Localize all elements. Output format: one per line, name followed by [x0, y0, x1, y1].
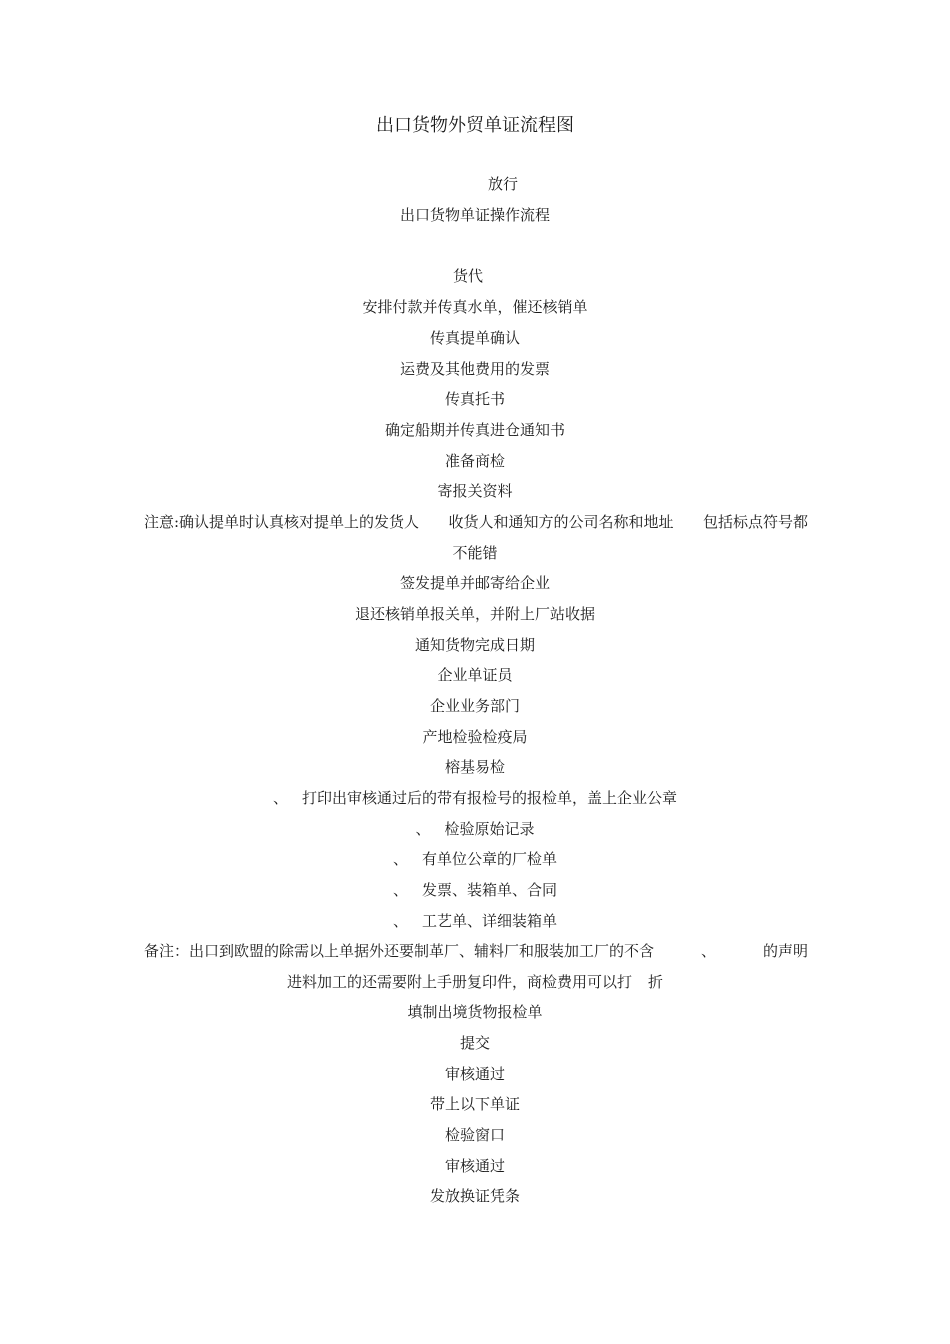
note-eu-export [144, 941, 808, 961]
step-booking: 传真托书 [444, 390, 505, 408]
list-item-mark: 、 [392, 881, 408, 899]
list-item [0, 911, 950, 931]
list-item [0, 849, 950, 869]
role-ciq-bureau: 产地检验检疫局 [422, 728, 528, 746]
note-confirm-bl-part-a: 注意:确认提单时认真核对提单上的发货人 [144, 513, 420, 531]
step-issue-voucher: 发放换证凭条 [429, 1187, 520, 1205]
list-item-text: 打印出审核通过后的带有报检号的报检单，盖上企业公章 [302, 789, 678, 807]
step-approved-1: 审核通过 [444, 1065, 505, 1083]
note-confirm-bl-part-c: 包括标点符号都 [702, 513, 808, 531]
note-eu-export-continued-b: 折 [648, 973, 664, 991]
step-sign-bl: 签发提单并邮寄给企业 [399, 574, 550, 592]
list-item [0, 788, 950, 808]
step-approved-2: 审核通过 [444, 1157, 505, 1175]
list-item-text: 有单位公章的厂检单 [422, 850, 558, 868]
note-eu-export-part-a: 备注：出口到欧盟的除需以上单据外还要制革厂、辅料厂和服装加工厂的不含 [144, 942, 655, 960]
note-confirm-bl [144, 512, 808, 532]
step-inspection-prep: 准备商检 [444, 452, 505, 470]
note-eu-export-continued-a: 进料加工的还需要附上手册复印件，商检费用可以打 [286, 973, 632, 991]
note-confirm-bl-part-b: 收货人和通知方的公司名称和地址 [448, 513, 674, 531]
step-submit: 提交 [459, 1034, 490, 1052]
note-eu-export-part-c: 的声明 [762, 942, 808, 960]
step-bring-docs: 带上以下单证 [429, 1095, 520, 1113]
note-confirm-bl-continued: 不能错 [452, 544, 498, 562]
list-item-text: 工艺单、详细装箱单 [422, 912, 558, 930]
list-item-text: 发票、装箱单、合同 [422, 881, 558, 899]
list-item-mark: 、 [415, 820, 431, 838]
role-doc-clerk: 企业单证员 [437, 666, 513, 684]
step-inspection-window: 检验窗口 [444, 1126, 505, 1144]
step-confirm-bl: 传真提单确认 [429, 329, 520, 347]
list-item-text: 检验原始记录 [444, 820, 535, 838]
note-eu-export-part-b: 、 [700, 942, 716, 960]
step-send-docs: 寄报关资料 [437, 482, 513, 500]
role-business-dept: 企业业务部门 [429, 697, 520, 715]
list-item-mark: 、 [392, 912, 408, 930]
note-eu-export-continued [0, 972, 950, 992]
list-item-mark: 、 [272, 789, 288, 807]
step-release: 放行 [487, 175, 518, 193]
role-rongji: 榕基易检 [444, 758, 505, 776]
step-payment: 安排付款并传真水单，催还核销单 [362, 298, 588, 316]
list-item [0, 880, 950, 900]
step-freight-forwarder: 货代 [452, 267, 483, 285]
step-notify-date: 通知货物完成日期 [414, 636, 535, 654]
step-return-docs: 退还核销单报关单，并附上厂站收据 [354, 605, 595, 623]
step-fill-form: 填制出境货物报检单 [407, 1003, 543, 1021]
list-item [0, 819, 950, 839]
flow-subtitle: 出口货物单证操作流程 [399, 206, 550, 224]
list-item-mark: 、 [392, 850, 408, 868]
document-title: 出口货物外贸单证流程图 [376, 115, 574, 136]
step-ship-date: 确定船期并传真进仓通知书 [384, 421, 565, 439]
step-invoice: 运费及其他费用的发票 [399, 360, 550, 378]
